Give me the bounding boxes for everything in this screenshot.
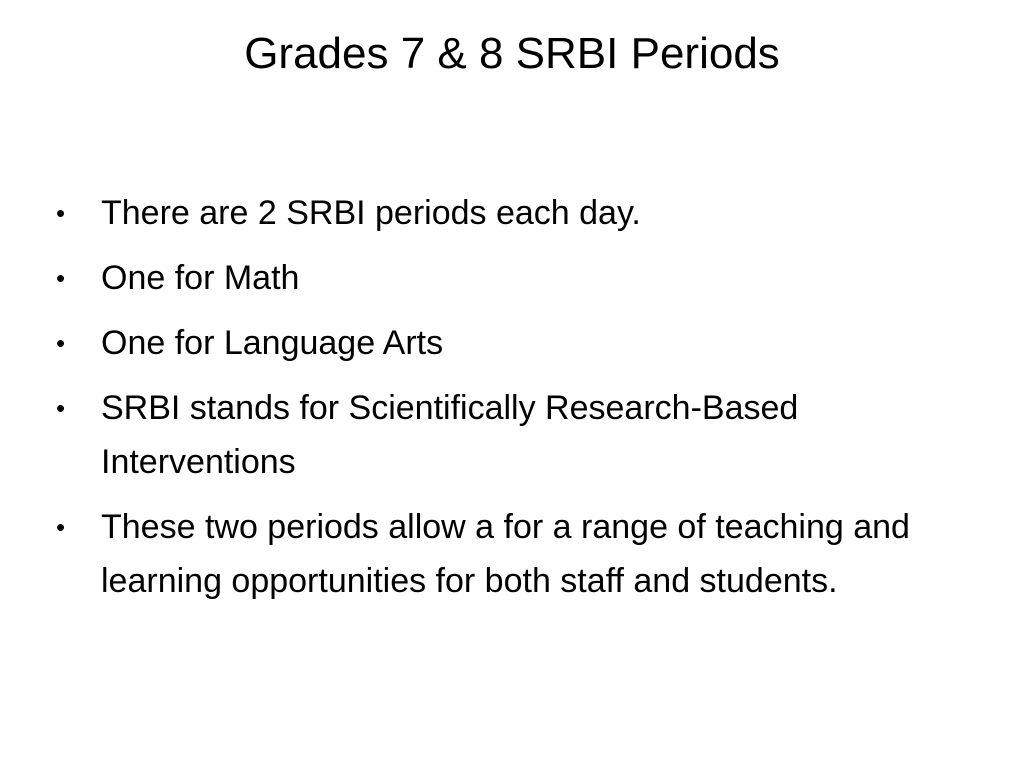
bullet-text: These two periods allow a for a range of teaching and learning opportunities for both staff and students.: [101, 508, 910, 600]
bullet-list: [56, 186, 936, 619]
bullet-text: SRBI stands for Scientifically Research-Based Interventions: [101, 389, 799, 481]
bullet-item: [56, 381, 936, 489]
bullet-item: [56, 316, 936, 370]
bullet-icon: •: [56, 328, 66, 358]
slide-title: Grades 7 & 8 SRBI Periods: [244, 29, 780, 78]
bullet-icon: •: [56, 393, 66, 423]
bullet-item: [56, 500, 936, 608]
bullet-text: One for Math: [101, 259, 300, 297]
bullet-item: [56, 186, 936, 240]
bullet-text: One for Language Arts: [101, 324, 444, 362]
bullet-icon: •: [56, 198, 66, 228]
bullet-text: There are 2 SRBI periods each day.: [101, 194, 641, 232]
bullet-icon: •: [56, 512, 66, 542]
bullet-item: [56, 251, 936, 305]
bullet-icon: •: [56, 263, 66, 293]
